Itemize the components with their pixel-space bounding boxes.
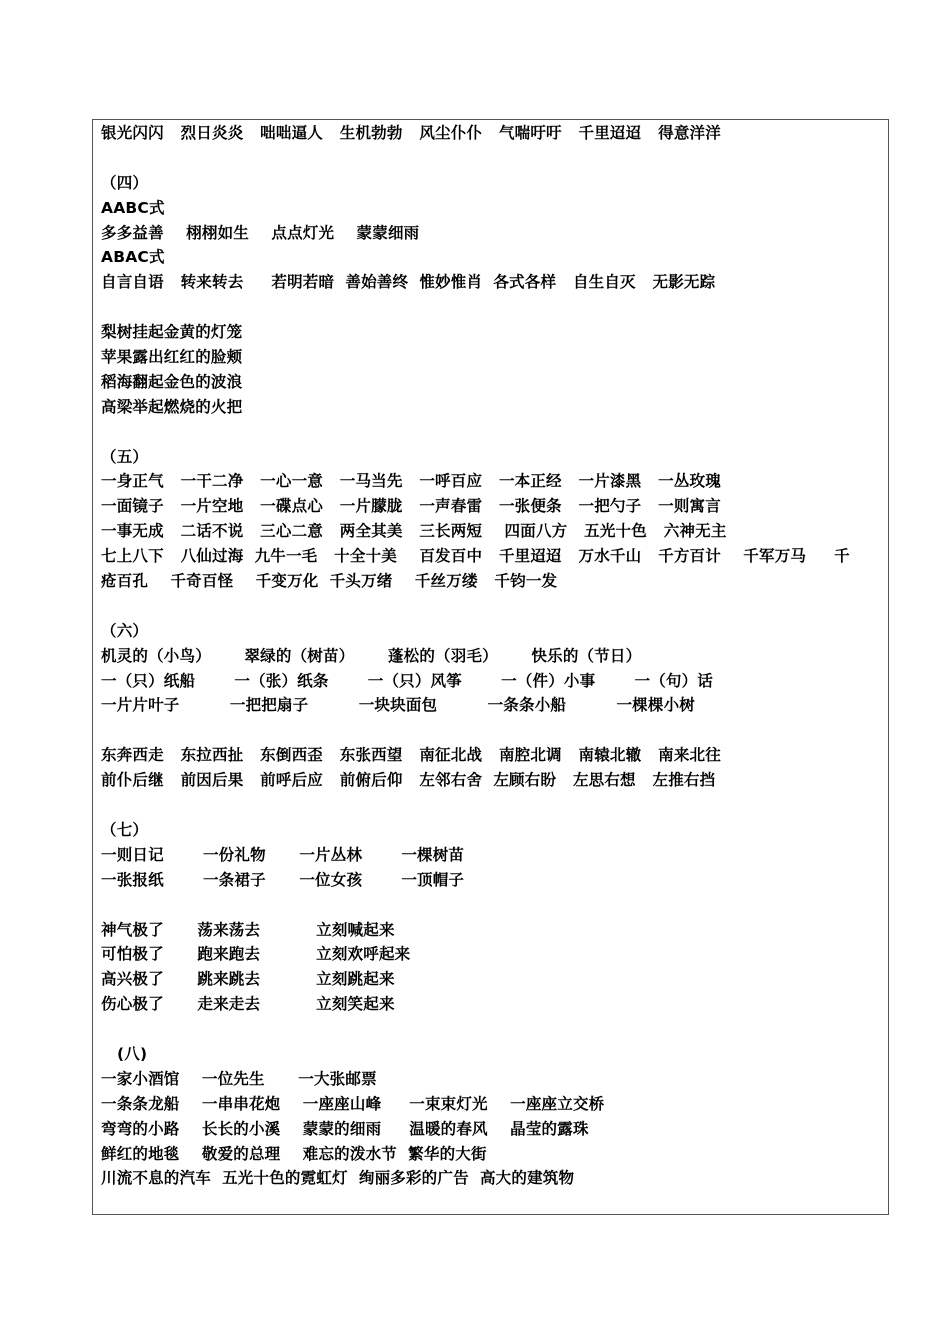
section-heading-8: (八)	[117, 1044, 148, 1063]
text-line: 疮百孔 千奇百怪 千变万化 千头万绪 千丝万缕 千钧一发	[101, 572, 558, 591]
text-line: 川流不息的汽车 五光十色的霓虹灯 绚丽多彩的广告 高大的建筑物	[101, 1169, 575, 1188]
text-line: 一面镜子 一片空地 一碟点心 一片朦胧 一声春雷 一张便条 一把勺子 一则寓言	[101, 497, 721, 516]
text-line: 梨树挂起金黄的灯笼	[101, 323, 243, 342]
blank-line	[101, 893, 881, 918]
blank-line	[101, 1017, 881, 1042]
text-line: ABAC式	[101, 248, 165, 267]
text-line: 一（只）纸船 一（张）纸条 一（只）风筝 一（件）小事 一（句）话	[101, 671, 713, 690]
text-line: 神气极了 荡来荡去 立刻喊起来	[101, 920, 395, 939]
text-line: 鲜红的地毯 敬爱的总理 难忘的泼水节 繁华的大街	[101, 1144, 487, 1163]
text-line: AABC式	[101, 198, 165, 217]
text-line: 一家小酒馆 一位先生 一大张邮票	[101, 1069, 377, 1088]
text-line: 一事无成 二话不说 三心二意 两全其美 三长两短 四面八方 五光十色 六神无主	[101, 522, 727, 541]
text-line: 一片片叶子 一把把扇子 一块块面包 一条条小船 一棵棵小树	[101, 696, 695, 715]
blank-line	[101, 594, 881, 619]
text-line: 一身正气 一干二净 一心一意 一马当先 一呼百应 一本正经 一片漆黑 一丛玫瑰	[101, 472, 721, 491]
blank-line	[101, 718, 881, 743]
text-line: 前仆后继 前因后果 前呼后应 前俯后仰 左邻右舍 左顾右盼 左思右想 左推右挡	[101, 771, 716, 790]
text-line: 高梁举起燃烧的火把	[101, 397, 243, 416]
text-line: 东奔西走 东拉西扯 东倒西歪 东张西望 南征北战 南腔北调 南辕北辙 南来北往	[101, 746, 721, 765]
text-line: 高兴极了 跳来跳去 立刻跳起来	[101, 970, 395, 989]
text-line: 自言自语 转来转去 若明若暗 善始善终 惟妙惟肖 各式各样 自生自灭 无影无踪	[101, 273, 716, 292]
section-heading-7: （七）	[101, 820, 149, 839]
text-line: 多多益善 栩栩如生 点点灯光 蒙蒙细雨	[101, 223, 420, 242]
section-heading-6: （六）	[101, 621, 149, 640]
blank-line	[101, 146, 881, 171]
text-line: 银光闪闪 烈日炎炎 咄咄逼人 生机勃勃 风尘仆仆 气喘吁吁 千里迢迢 得意洋洋	[101, 124, 721, 142]
text-line: 伤心极了 走来走去 立刻笑起来	[101, 995, 395, 1014]
text-line: 一则日记 一份礼物 一片丛林 一棵树苗	[101, 845, 465, 864]
section-heading-5: （五）	[101, 447, 149, 466]
text-line: 一条条龙船 一串串花炮 一座座山峰 一束束灯光 一座座立交桥	[101, 1094, 605, 1113]
document-body	[101, 121, 881, 1191]
text-line: 一张报纸 一条裙子 一位女孩 一顶帽子	[101, 870, 465, 889]
text-line: 稻海翻起金色的波浪	[101, 372, 243, 391]
blank-line	[101, 295, 881, 320]
section-heading-4: （四）	[101, 173, 149, 192]
text-line: 弯弯的小路 长长的小溪 蒙蒙的细雨 温暖的春风 晶莹的露珠	[101, 1119, 589, 1138]
blank-line	[101, 793, 881, 818]
text-line: 七上八下 八仙过海 九牛一毛 十全十美 百发百中 千里迢迢 万水千山 千方百计 千军万马 千	[101, 547, 850, 566]
blank-line	[101, 420, 881, 445]
text-line: 可怕极了 跑来跑去 立刻欢呼起来	[101, 945, 411, 964]
text-line: 机灵的（小鸟） 翠绿的（树苗） 蓬松的（羽毛） 快乐的（节日）	[101, 646, 642, 665]
text-line: 苹果露出红红的脸颊	[101, 348, 243, 367]
